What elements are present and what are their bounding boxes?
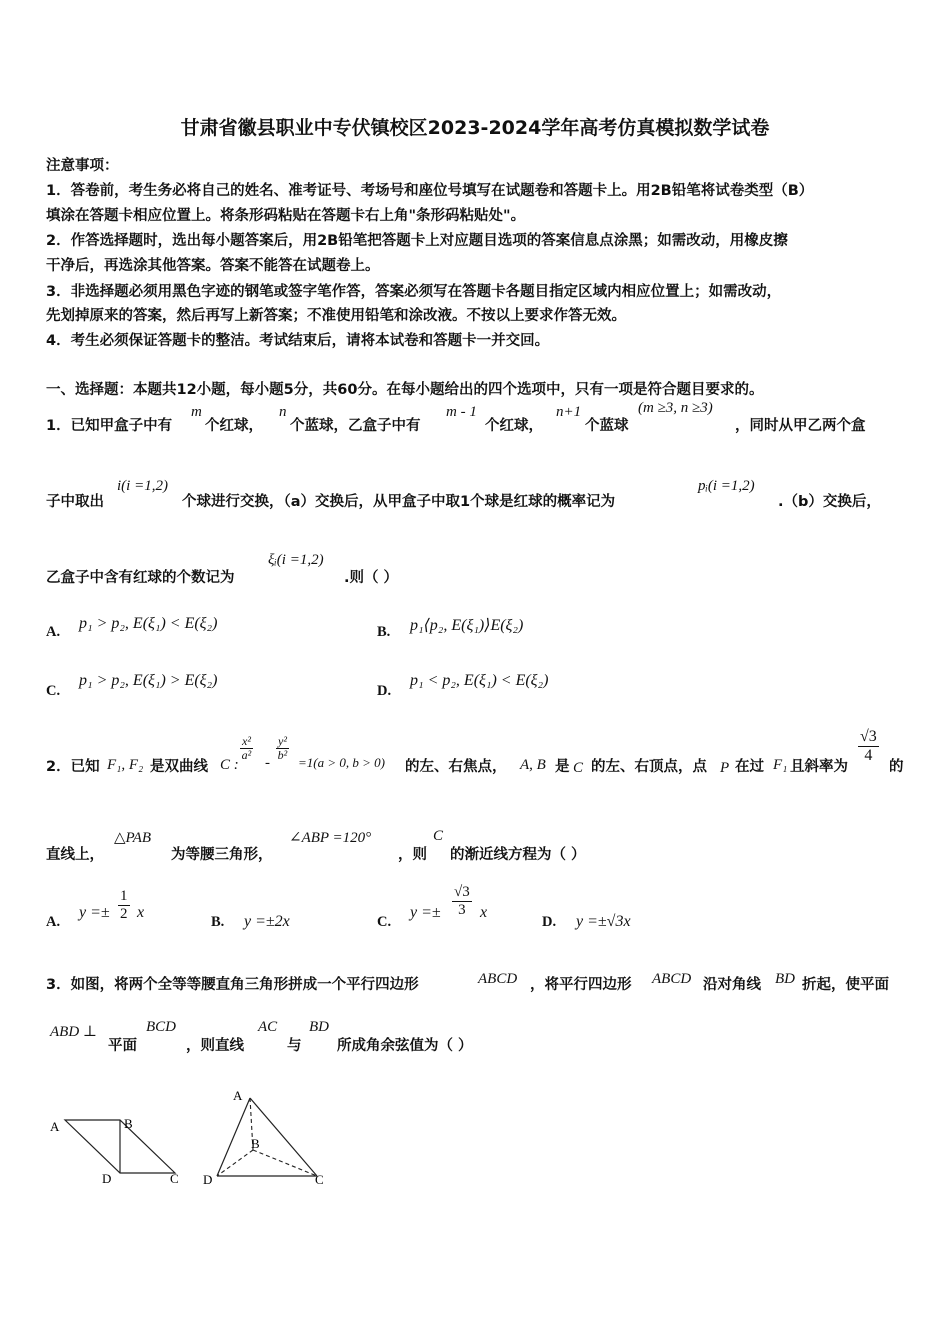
q2-option-label: D. <box>542 914 557 930</box>
q2-text: 的左、右顶点，点 <box>591 759 707 775</box>
q1-text: 个红球， <box>485 418 543 434</box>
q2-text: 的左、右焦点， <box>405 759 507 775</box>
notice-line: 4．考生必须保证答题卡的整洁。考试结束后，请将本试卷和答题卡一并交回。 <box>46 333 550 349</box>
q2-option-a-fraction <box>118 888 130 922</box>
q2-text: 2．已知 <box>46 759 100 775</box>
q1-text: 个蓝球 <box>585 418 629 434</box>
q2-math: - <box>265 755 270 771</box>
q2-option-expr: y =±√3x <box>576 913 631 930</box>
q1-math: m <box>191 404 202 420</box>
q2-text: 直线上， <box>46 847 104 863</box>
q3-math: ABD ⊥ <box>50 1024 98 1040</box>
q2-option-expr: y =± <box>410 904 441 921</box>
q1-text: 子中取出 <box>46 494 104 510</box>
q3-math: ABCD <box>478 971 518 987</box>
q1-option-label: B. <box>377 624 391 640</box>
q2-y2: y² <box>278 734 287 748</box>
q2-text: ，则 <box>398 847 427 863</box>
vertex-d-label: D <box>102 1171 112 1186</box>
q2-option-expr: y =±2x <box>244 913 290 930</box>
q2-text: 在过 <box>735 759 764 775</box>
notice-line: 干净后，再选涂其他答案。答案不能答在试题卷上。 <box>46 258 380 274</box>
q2-math: C : <box>220 757 239 773</box>
q1-text: 个蓝球，乙盒子中有 <box>290 418 421 434</box>
q3-math: ABCD <box>652 971 692 987</box>
q2-b2: b² <box>277 748 288 763</box>
q1-option-label: A. <box>46 624 61 640</box>
q2-option-expr: x <box>480 904 488 921</box>
vertex-b-label: B <box>124 1116 133 1131</box>
q3-math: BCD <box>146 1019 176 1035</box>
q1-math: pᵢ(i =1,2) <box>698 478 755 494</box>
q2-fraction-x <box>240 735 253 762</box>
q1-math: (m ≥3, n ≥3) <box>638 400 713 416</box>
q1-text: ，同时从甲乙两个盒 <box>735 418 866 434</box>
notice-line: 填涂在答题卡相应位置上。将条形码粘贴在答题卡右上角"条形码粘贴处"。 <box>46 208 526 224</box>
q2-math: C <box>573 760 584 776</box>
q2-option-label: C. <box>377 914 392 930</box>
q3-text: 与 <box>287 1038 302 1054</box>
folded-tetrahedron-figure <box>195 1080 345 1190</box>
notice-heading: 注意事项： <box>46 158 119 174</box>
q2-fraction-y <box>276 735 289 762</box>
q2-math: =1(a > 0, b > 0) <box>298 755 385 770</box>
q1-option-expr: p₁⟨p₂, E(ξ₁)⟩E(ξ₂) <box>410 617 524 634</box>
q2-slope <box>858 728 879 764</box>
q2-text: 且斜率为 <box>790 759 848 775</box>
q2-math: F₁ <box>773 757 788 773</box>
q2-text: 是双曲线 <box>150 759 208 775</box>
q1-text: 1．已知甲盒子中有 <box>46 418 173 434</box>
q1-option-label: D. <box>377 683 392 699</box>
edge-bc <box>253 1150 317 1176</box>
q2-text: 为等腰三角形， <box>171 847 273 863</box>
q3-text: 折起，使平面 <box>802 977 889 993</box>
q2-slope-num: √3 <box>860 728 877 745</box>
q2-math: ∠ABP =120° <box>289 830 372 846</box>
q2-text: 的渐近线方程为（ ） <box>450 847 586 863</box>
notice-line: 3．非选择题必须用黑色字迹的钢笔或签字笔作答，答案必须写在答题卡各题目指定区域内相应位置上；如需改动， <box>46 284 782 300</box>
vertex-b-label: B <box>251 1136 260 1151</box>
notice-line: 1．答卷前，考生务必将自己的姓名、准考证号、考场号和座位号填写在试题卷和答题卡上。用2B铅笔将试卷类型（B） <box>46 183 814 199</box>
q2-x2: x² <box>242 734 251 748</box>
q2-math: A, B <box>520 757 546 773</box>
q1-text: .（b）交换后， <box>778 494 881 510</box>
notice-line: 2．作答选择题时，选出每小题答案后，用2B铅笔把答题卡上对应题目选项的答案信息点涂黑；如需改动，用橡皮擦 <box>46 233 788 249</box>
q1-option-label: C. <box>46 683 61 699</box>
q2-option-a-num: 1 <box>120 888 128 904</box>
q2-option-expr: x <box>137 904 145 921</box>
q2-option-expr: y =± <box>79 904 110 921</box>
q2-option-c-fraction <box>452 884 472 918</box>
vertex-c-label: C <box>315 1172 324 1187</box>
q2-math: C <box>433 828 444 844</box>
q2-math: P <box>720 760 730 776</box>
q3-math: AC <box>258 1019 278 1035</box>
q3-text: 平面 <box>108 1038 137 1054</box>
q1-option-expr: p₁ < p₂, E(ξ₁) < E(ξ₂) <box>410 672 549 689</box>
q3-text: ，则直线 <box>186 1038 244 1054</box>
q2-option-a-den: 2 <box>120 905 128 922</box>
q1-text: 个红球， <box>205 418 263 434</box>
vertex-d-label: D <box>203 1172 213 1187</box>
q2-text: 是 <box>555 759 570 775</box>
q3-math: BD <box>309 1019 329 1035</box>
vertex-a-label: A <box>50 1119 60 1134</box>
q3-text: 3．如图，将两个全等等腰直角三角形拼成一个平行四边形 <box>46 977 419 993</box>
q2-option-c-den: 3 <box>458 901 466 918</box>
vertex-c-label: C <box>170 1171 179 1186</box>
q3-math: BD <box>775 971 795 987</box>
q2-a2: a² <box>241 748 252 763</box>
q1-text: 乙盒子中含有红球的个数记为 <box>46 570 235 586</box>
q1-text: 个球进行交换，（a）交换后，从甲盒子中取1个球是红球的概率记为 <box>182 494 616 510</box>
q1-math: ξᵢ(i =1,2) <box>268 552 324 568</box>
q1-math: i(i =1,2) <box>117 478 168 494</box>
q2-math: F₁, F₂ <box>107 757 144 773</box>
q3-text: ，将平行四边形 <box>530 977 632 993</box>
q2-option-label: A. <box>46 914 61 930</box>
q2-math: △PAB <box>114 830 152 846</box>
page-title: 甘肃省徽县职业中专伏镇校区2023-2024学年高考仿真模拟数学试卷 <box>180 117 770 139</box>
vertex-a-label: A <box>233 1088 243 1103</box>
q2-option-label: B. <box>211 914 225 930</box>
q1-option-expr: p₁ > p₂, E(ξ₁) < E(ξ₂) <box>79 615 218 632</box>
q1-option-expr: p₁ > p₂, E(ξ₁) > E(ξ₂) <box>79 672 218 689</box>
q2-slope-den: 4 <box>864 746 873 764</box>
q1-math: n+1 <box>556 404 582 420</box>
q3-text: 所成角余弦值为（ ） <box>337 1038 473 1054</box>
q1-math: n <box>279 404 287 420</box>
section-heading: 一、选择题：本题共12小题，每小题5分，共60分。在每小题给出的四个选项中，只有一项是符合题目要求的。 <box>46 382 764 398</box>
q2-option-c-num: √3 <box>454 884 470 900</box>
notice-line: 先划掉原来的答案，然后再写上新答案；不准使用铅笔和涂改液。不按以上要求作答无效。 <box>46 308 626 324</box>
q2-text: 的 <box>889 759 904 775</box>
q1-math: m - 1 <box>446 404 477 420</box>
q3-text: 沿对角线 <box>703 977 761 993</box>
edge-ac <box>250 1098 317 1176</box>
q1-text: .则（ ） <box>344 570 399 586</box>
parallelogram-figure <box>40 1105 200 1190</box>
